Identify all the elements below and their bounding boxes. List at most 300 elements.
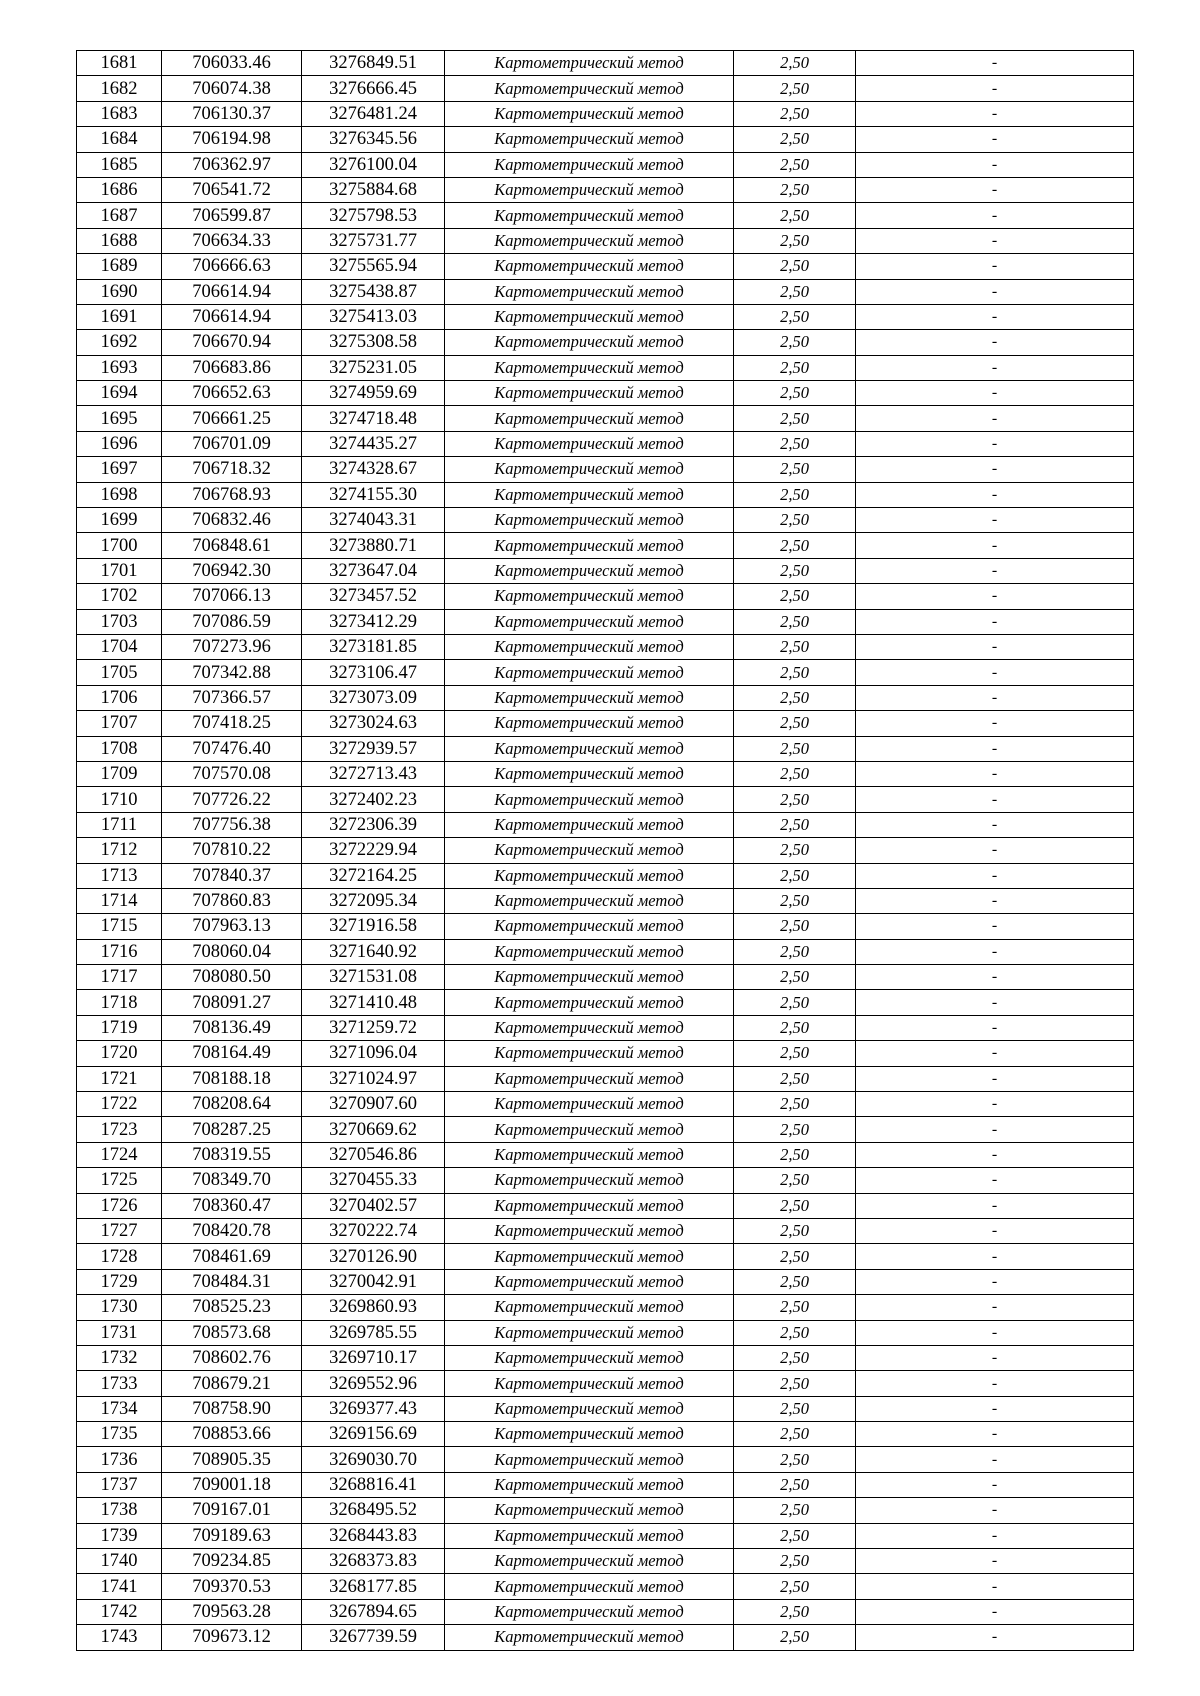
table-row	[77, 1371, 1134, 1396]
y-coordinate-cell: 3273024.63	[302, 711, 445, 736]
note-cell: -	[856, 482, 1134, 507]
accuracy-cell: 2,50	[734, 1015, 856, 1040]
point-number-cell: 1708	[77, 736, 162, 761]
table-row	[77, 914, 1134, 939]
point-number-cell: 1700	[77, 533, 162, 558]
accuracy-cell: 2,50	[734, 787, 856, 812]
point-number-cell: 1717	[77, 965, 162, 990]
table-row	[77, 1396, 1134, 1421]
point-number-cell: 1742	[77, 1599, 162, 1624]
method-cell: Картометрический метод	[445, 1193, 734, 1218]
note-cell: -	[856, 634, 1134, 659]
y-coordinate-cell: 3271916.58	[302, 914, 445, 939]
x-coordinate-cell: 708853.66	[162, 1422, 302, 1447]
method-cell: Картометрический метод	[445, 203, 734, 228]
method-cell: Картометрический метод	[445, 1041, 734, 1066]
x-coordinate-cell: 708188.18	[162, 1066, 302, 1091]
table-row	[77, 558, 1134, 583]
accuracy-cell: 2,50	[734, 533, 856, 558]
point-number-cell: 1685	[77, 152, 162, 177]
x-coordinate-cell: 707086.59	[162, 609, 302, 634]
method-cell: Картометрический метод	[445, 1142, 734, 1167]
note-cell: -	[856, 787, 1134, 812]
method-cell: Картометрический метод	[445, 533, 734, 558]
x-coordinate-cell: 707840.37	[162, 863, 302, 888]
note-cell: -	[856, 1447, 1134, 1472]
y-coordinate-cell: 3274155.30	[302, 482, 445, 507]
table-row	[77, 101, 1134, 126]
point-number-cell: 1686	[77, 177, 162, 202]
x-coordinate-cell: 709189.63	[162, 1523, 302, 1548]
point-number-cell: 1727	[77, 1218, 162, 1243]
y-coordinate-cell: 3276849.51	[302, 51, 445, 76]
table-row	[77, 1345, 1134, 1370]
method-cell: Картометрический метод	[445, 304, 734, 329]
accuracy-cell: 2,50	[734, 1498, 856, 1523]
point-number-cell: 1683	[77, 101, 162, 126]
y-coordinate-cell: 3275413.03	[302, 304, 445, 329]
table-row	[77, 406, 1134, 431]
note-cell: -	[856, 914, 1134, 939]
y-coordinate-cell: 3270126.90	[302, 1244, 445, 1269]
x-coordinate-cell: 707418.25	[162, 711, 302, 736]
accuracy-cell: 2,50	[734, 203, 856, 228]
point-number-cell: 1726	[77, 1193, 162, 1218]
y-coordinate-cell: 3269030.70	[302, 1447, 445, 1472]
accuracy-cell: 2,50	[734, 1447, 856, 1472]
y-coordinate-cell: 3271259.72	[302, 1015, 445, 1040]
x-coordinate-cell: 706074.38	[162, 76, 302, 101]
y-coordinate-cell: 3269710.17	[302, 1345, 445, 1370]
point-number-cell: 1716	[77, 939, 162, 964]
method-cell: Картометрический метод	[445, 634, 734, 659]
method-cell: Картометрический метод	[445, 685, 734, 710]
y-coordinate-cell: 3273106.47	[302, 660, 445, 685]
point-number-cell: 1743	[77, 1625, 162, 1650]
method-cell: Картометрический метод	[445, 101, 734, 126]
method-cell: Картометрический метод	[445, 965, 734, 990]
x-coordinate-cell: 706832.46	[162, 508, 302, 533]
point-number-cell: 1730	[77, 1295, 162, 1320]
method-cell: Картометрический метод	[445, 1625, 734, 1650]
y-coordinate-cell: 3268373.83	[302, 1549, 445, 1574]
accuracy-cell: 2,50	[734, 1218, 856, 1243]
table-row	[77, 330, 1134, 355]
accuracy-cell: 2,50	[734, 888, 856, 913]
accuracy-cell: 2,50	[734, 279, 856, 304]
point-number-cell: 1721	[77, 1066, 162, 1091]
x-coordinate-cell: 708319.55	[162, 1142, 302, 1167]
table-row	[77, 51, 1134, 76]
accuracy-cell: 2,50	[734, 482, 856, 507]
table-row	[77, 1269, 1134, 1294]
y-coordinate-cell: 3270455.33	[302, 1168, 445, 1193]
x-coordinate-cell: 707476.40	[162, 736, 302, 761]
note-cell: -	[856, 660, 1134, 685]
method-cell: Картометрический метод	[445, 1015, 734, 1040]
x-coordinate-cell: 709673.12	[162, 1625, 302, 1650]
method-cell: Картометрический метод	[445, 1320, 734, 1345]
note-cell: -	[856, 1422, 1134, 1447]
accuracy-cell: 2,50	[734, 304, 856, 329]
note-cell: -	[856, 965, 1134, 990]
table-row	[77, 533, 1134, 558]
method-cell: Картометрический метод	[445, 914, 734, 939]
table-row	[77, 508, 1134, 533]
note-cell: -	[856, 584, 1134, 609]
method-cell: Картометрический метод	[445, 990, 734, 1015]
accuracy-cell: 2,50	[734, 1142, 856, 1167]
table-row	[77, 1117, 1134, 1142]
x-coordinate-cell: 706683.86	[162, 355, 302, 380]
x-coordinate-cell: 706942.30	[162, 558, 302, 583]
point-number-cell: 1711	[77, 812, 162, 837]
y-coordinate-cell: 3273412.29	[302, 609, 445, 634]
table-row	[77, 660, 1134, 685]
note-cell: -	[856, 1345, 1134, 1370]
table-row	[77, 304, 1134, 329]
note-cell: -	[856, 1092, 1134, 1117]
method-cell: Картометрический метод	[445, 508, 734, 533]
table-row	[77, 1549, 1134, 1574]
table-row	[77, 736, 1134, 761]
method-cell: Картометрический метод	[445, 1092, 734, 1117]
method-cell: Картометрический метод	[445, 736, 734, 761]
x-coordinate-cell: 708525.23	[162, 1295, 302, 1320]
point-number-cell: 1693	[77, 355, 162, 380]
note-cell: -	[856, 1371, 1134, 1396]
note-cell: -	[856, 1117, 1134, 1142]
y-coordinate-cell: 3269156.69	[302, 1422, 445, 1447]
accuracy-cell: 2,50	[734, 660, 856, 685]
accuracy-cell: 2,50	[734, 1320, 856, 1345]
note-cell: -	[856, 457, 1134, 482]
accuracy-cell: 2,50	[734, 1574, 856, 1599]
y-coordinate-cell: 3274435.27	[302, 431, 445, 456]
accuracy-cell: 2,50	[734, 101, 856, 126]
point-number-cell: 1732	[77, 1345, 162, 1370]
note-cell: -	[856, 1599, 1134, 1624]
point-number-cell: 1729	[77, 1269, 162, 1294]
point-number-cell: 1696	[77, 431, 162, 456]
table-row	[77, 152, 1134, 177]
table-row	[77, 609, 1134, 634]
point-number-cell: 1699	[77, 508, 162, 533]
accuracy-cell: 2,50	[734, 152, 856, 177]
note-cell: -	[856, 431, 1134, 456]
method-cell: Картометрический метод	[445, 76, 734, 101]
x-coordinate-cell: 708208.64	[162, 1092, 302, 1117]
method-cell: Картометрический метод	[445, 1447, 734, 1472]
note-cell: -	[856, 863, 1134, 888]
method-cell: Картометрический метод	[445, 228, 734, 253]
table-row	[77, 990, 1134, 1015]
table-row	[77, 812, 1134, 837]
method-cell: Картометрический метод	[445, 812, 734, 837]
table-row	[77, 1574, 1134, 1599]
method-cell: Картометрический метод	[445, 177, 734, 202]
x-coordinate-cell: 706614.94	[162, 279, 302, 304]
x-coordinate-cell: 706701.09	[162, 431, 302, 456]
point-number-cell: 1705	[77, 660, 162, 685]
point-number-cell: 1687	[77, 203, 162, 228]
accuracy-cell: 2,50	[734, 634, 856, 659]
note-cell: -	[856, 127, 1134, 152]
accuracy-cell: 2,50	[734, 177, 856, 202]
x-coordinate-cell: 706130.37	[162, 101, 302, 126]
accuracy-cell: 2,50	[734, 508, 856, 533]
y-coordinate-cell: 3268177.85	[302, 1574, 445, 1599]
note-cell: -	[856, 1295, 1134, 1320]
x-coordinate-cell: 708602.76	[162, 1345, 302, 1370]
x-coordinate-cell: 706768.93	[162, 482, 302, 507]
method-cell: Картометрический метод	[445, 787, 734, 812]
x-coordinate-cell: 709001.18	[162, 1472, 302, 1497]
x-coordinate-cell: 708287.25	[162, 1117, 302, 1142]
y-coordinate-cell: 3271024.97	[302, 1066, 445, 1091]
y-coordinate-cell: 3271531.08	[302, 965, 445, 990]
method-cell: Картометрический метод	[445, 558, 734, 583]
table-row	[77, 177, 1134, 202]
point-number-cell: 1737	[77, 1472, 162, 1497]
y-coordinate-cell: 3270546.86	[302, 1142, 445, 1167]
point-number-cell: 1723	[77, 1117, 162, 1142]
x-coordinate-cell: 706670.94	[162, 330, 302, 355]
note-cell: -	[856, 406, 1134, 431]
x-coordinate-cell: 706033.46	[162, 51, 302, 76]
accuracy-cell: 2,50	[734, 1244, 856, 1269]
accuracy-cell: 2,50	[734, 1193, 856, 1218]
accuracy-cell: 2,50	[734, 965, 856, 990]
table-row	[77, 431, 1134, 456]
method-cell: Картометрический метод	[445, 127, 734, 152]
accuracy-cell: 2,50	[734, 838, 856, 863]
note-cell: -	[856, 1574, 1134, 1599]
accuracy-cell: 2,50	[734, 1117, 856, 1142]
x-coordinate-cell: 708484.31	[162, 1269, 302, 1294]
y-coordinate-cell: 3272713.43	[302, 761, 445, 786]
table-row	[77, 279, 1134, 304]
method-cell: Картометрический метод	[445, 381, 734, 406]
method-cell: Картометрический метод	[445, 1549, 734, 1574]
y-coordinate-cell: 3272164.25	[302, 863, 445, 888]
point-number-cell: 1703	[77, 609, 162, 634]
note-cell: -	[856, 812, 1134, 837]
point-number-cell: 1697	[77, 457, 162, 482]
table-row	[77, 457, 1134, 482]
accuracy-cell: 2,50	[734, 330, 856, 355]
y-coordinate-cell: 3273181.85	[302, 634, 445, 659]
accuracy-cell: 2,50	[734, 1066, 856, 1091]
x-coordinate-cell: 706362.97	[162, 152, 302, 177]
table-row	[77, 965, 1134, 990]
y-coordinate-cell: 3268443.83	[302, 1523, 445, 1548]
accuracy-cell: 2,50	[734, 914, 856, 939]
point-number-cell: 1688	[77, 228, 162, 253]
y-coordinate-cell: 3268816.41	[302, 1472, 445, 1497]
point-number-cell: 1684	[77, 127, 162, 152]
accuracy-cell: 2,50	[734, 609, 856, 634]
point-number-cell: 1692	[77, 330, 162, 355]
y-coordinate-cell: 3272402.23	[302, 787, 445, 812]
table-row	[77, 685, 1134, 710]
point-number-cell: 1740	[77, 1549, 162, 1574]
method-cell: Картометрический метод	[445, 711, 734, 736]
note-cell: -	[856, 1320, 1134, 1345]
method-cell: Картометрический метод	[445, 1599, 734, 1624]
point-number-cell: 1736	[77, 1447, 162, 1472]
note-cell: -	[856, 888, 1134, 913]
table-row	[77, 228, 1134, 253]
table-row	[77, 127, 1134, 152]
note-cell: -	[856, 1625, 1134, 1650]
point-number-cell: 1681	[77, 51, 162, 76]
method-cell: Картометрический метод	[445, 1117, 734, 1142]
y-coordinate-cell: 3276481.24	[302, 101, 445, 126]
method-cell: Картометрический метод	[445, 1168, 734, 1193]
note-cell: -	[856, 152, 1134, 177]
y-coordinate-cell: 3276345.56	[302, 127, 445, 152]
y-coordinate-cell: 3275798.53	[302, 203, 445, 228]
y-coordinate-cell: 3273073.09	[302, 685, 445, 710]
accuracy-cell: 2,50	[734, 1523, 856, 1548]
y-coordinate-cell: 3274328.67	[302, 457, 445, 482]
y-coordinate-cell: 3268495.52	[302, 1498, 445, 1523]
x-coordinate-cell: 706666.63	[162, 254, 302, 279]
point-number-cell: 1682	[77, 76, 162, 101]
table-row	[77, 76, 1134, 101]
accuracy-cell: 2,50	[734, 1422, 856, 1447]
accuracy-cell: 2,50	[734, 736, 856, 761]
x-coordinate-cell: 706614.94	[162, 304, 302, 329]
table-row	[77, 634, 1134, 659]
accuracy-cell: 2,50	[734, 51, 856, 76]
x-coordinate-cell: 706661.25	[162, 406, 302, 431]
table-row	[77, 1472, 1134, 1497]
x-coordinate-cell: 707860.83	[162, 888, 302, 913]
point-number-cell: 1725	[77, 1168, 162, 1193]
note-cell: -	[856, 838, 1134, 863]
point-number-cell: 1695	[77, 406, 162, 431]
point-number-cell: 1701	[77, 558, 162, 583]
method-cell: Картометрический метод	[445, 355, 734, 380]
point-number-cell: 1714	[77, 888, 162, 913]
accuracy-cell: 2,50	[734, 355, 856, 380]
accuracy-cell: 2,50	[734, 558, 856, 583]
x-coordinate-cell: 708164.49	[162, 1041, 302, 1066]
accuracy-cell: 2,50	[734, 584, 856, 609]
point-number-cell: 1690	[77, 279, 162, 304]
point-number-cell: 1713	[77, 863, 162, 888]
point-number-cell: 1741	[77, 1574, 162, 1599]
y-coordinate-cell: 3272306.39	[302, 812, 445, 837]
table-row	[77, 584, 1134, 609]
table-row	[77, 1041, 1134, 1066]
x-coordinate-cell: 708360.47	[162, 1193, 302, 1218]
y-coordinate-cell: 3274718.48	[302, 406, 445, 431]
x-coordinate-cell: 707963.13	[162, 914, 302, 939]
point-number-cell: 1704	[77, 634, 162, 659]
point-number-cell: 1735	[77, 1422, 162, 1447]
y-coordinate-cell: 3267739.59	[302, 1625, 445, 1650]
point-number-cell: 1691	[77, 304, 162, 329]
point-number-cell: 1731	[77, 1320, 162, 1345]
note-cell: -	[856, 1015, 1134, 1040]
accuracy-cell: 2,50	[734, 1549, 856, 1574]
point-number-cell: 1733	[77, 1371, 162, 1396]
accuracy-cell: 2,50	[734, 939, 856, 964]
note-cell: -	[856, 1549, 1134, 1574]
accuracy-cell: 2,50	[734, 863, 856, 888]
method-cell: Картометрический метод	[445, 888, 734, 913]
note-cell: -	[856, 533, 1134, 558]
x-coordinate-cell: 706848.61	[162, 533, 302, 558]
table-row	[77, 1320, 1134, 1345]
x-coordinate-cell: 708905.35	[162, 1447, 302, 1472]
method-cell: Картометрический метод	[445, 1269, 734, 1294]
x-coordinate-cell: 707342.88	[162, 660, 302, 685]
accuracy-cell: 2,50	[734, 1345, 856, 1370]
method-cell: Картометрический метод	[445, 152, 734, 177]
note-cell: -	[856, 203, 1134, 228]
accuracy-cell: 2,50	[734, 381, 856, 406]
note-cell: -	[856, 939, 1134, 964]
point-number-cell: 1715	[77, 914, 162, 939]
x-coordinate-cell: 706718.32	[162, 457, 302, 482]
point-number-cell: 1720	[77, 1041, 162, 1066]
method-cell: Картометрический метод	[445, 51, 734, 76]
x-coordinate-cell: 708060.04	[162, 939, 302, 964]
y-coordinate-cell: 3275308.58	[302, 330, 445, 355]
x-coordinate-cell: 707273.96	[162, 634, 302, 659]
note-cell: -	[856, 685, 1134, 710]
table-row	[77, 1447, 1134, 1472]
note-cell: -	[856, 736, 1134, 761]
note-cell: -	[856, 381, 1134, 406]
y-coordinate-cell: 3275884.68	[302, 177, 445, 202]
note-cell: -	[856, 101, 1134, 126]
note-cell: -	[856, 1142, 1134, 1167]
accuracy-cell: 2,50	[734, 254, 856, 279]
method-cell: Картометрический метод	[445, 1244, 734, 1269]
note-cell: -	[856, 1396, 1134, 1421]
method-cell: Картометрический метод	[445, 1345, 734, 1370]
x-coordinate-cell: 708461.69	[162, 1244, 302, 1269]
note-cell: -	[856, 228, 1134, 253]
table-row	[77, 1244, 1134, 1269]
x-coordinate-cell: 708679.21	[162, 1371, 302, 1396]
point-number-cell: 1734	[77, 1396, 162, 1421]
accuracy-cell: 2,50	[734, 990, 856, 1015]
y-coordinate-cell: 3276100.04	[302, 152, 445, 177]
note-cell: -	[856, 1244, 1134, 1269]
table-row	[77, 203, 1134, 228]
table-row	[77, 888, 1134, 913]
table-row	[77, 1295, 1134, 1320]
note-cell: -	[856, 990, 1134, 1015]
table-row	[77, 1193, 1134, 1218]
method-cell: Картометрический метод	[445, 939, 734, 964]
table-row	[77, 1599, 1134, 1624]
method-cell: Картометрический метод	[445, 1066, 734, 1091]
table-row	[77, 1422, 1134, 1447]
note-cell: -	[856, 609, 1134, 634]
x-coordinate-cell: 709234.85	[162, 1549, 302, 1574]
accuracy-cell: 2,50	[734, 1599, 856, 1624]
accuracy-cell: 2,50	[734, 1295, 856, 1320]
accuracy-cell: 2,50	[734, 1625, 856, 1650]
method-cell: Картометрический метод	[445, 254, 734, 279]
